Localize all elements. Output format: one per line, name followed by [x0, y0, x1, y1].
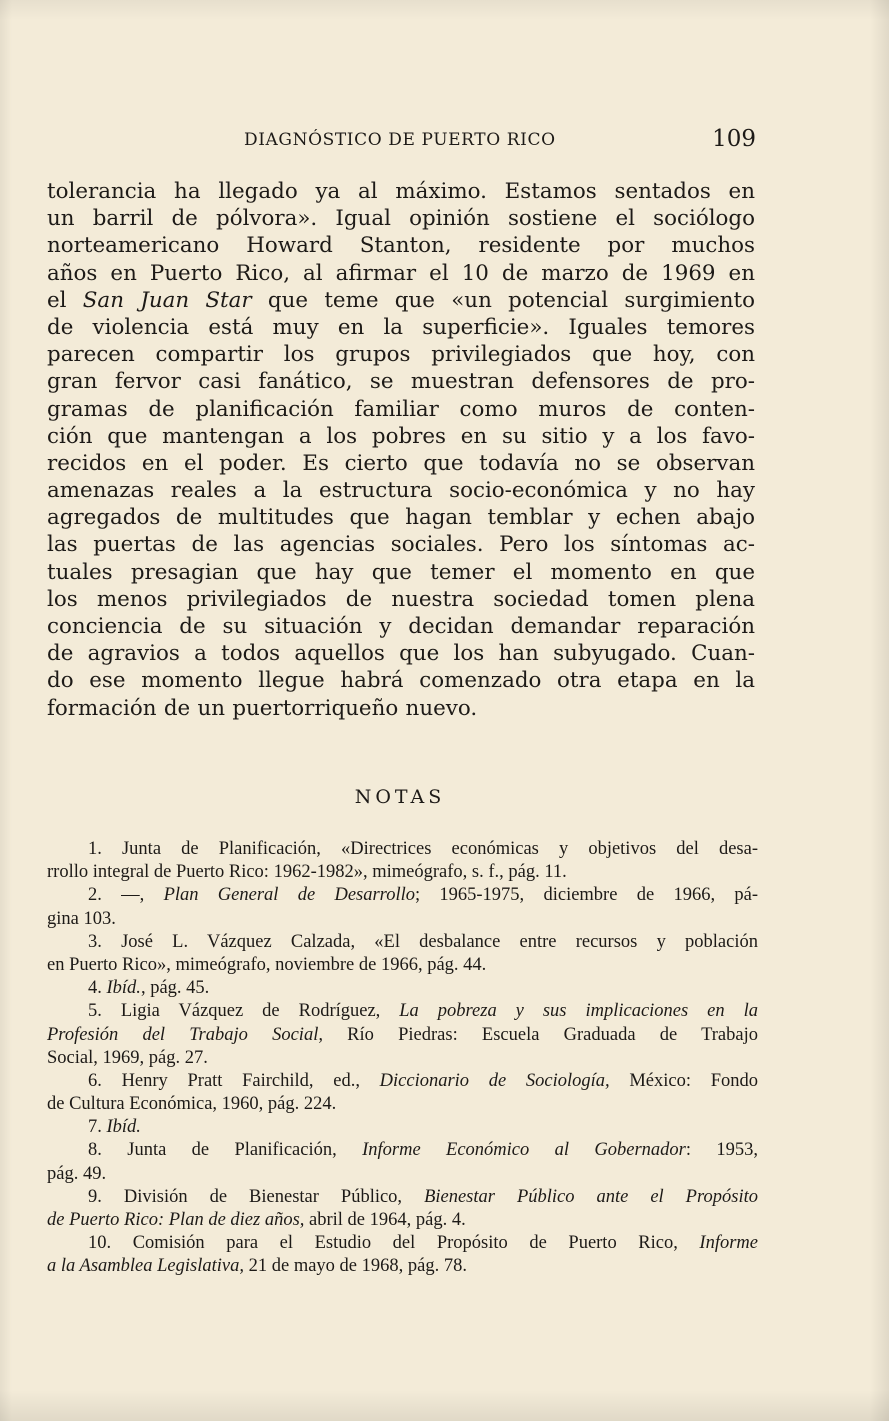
note-line: en Puerto Rico», mimeógrafo, noviembre de 1966, pág. 44. — [47, 954, 487, 975]
note-line: 4. Ibíd., pág. 45. — [88, 978, 210, 999]
body-line: do ese momento llegue habrá comenzado otra etapa en la — [47, 668, 755, 694]
note-line: 2. —, Plan General de Desarrollo; 1965-1975, diciembre de 1966, pá- — [88, 885, 758, 906]
body-line: gran fervor casi fanático, se muestran defensores de pro- — [47, 369, 755, 395]
note-line: Social, 1969, pág. 27. — [47, 1047, 208, 1068]
running-head — [244, 126, 756, 156]
note-line: 3. José L. Vázquez Calzada, «El desbalance entre recursos y población — [88, 931, 758, 952]
body-line: amenazas reales a la estructura socio-económica y no hay — [47, 478, 755, 504]
note-line: 1. Junta de Planificación, «Directrices económicas y objetivos del desa- — [88, 839, 758, 859]
body-line: recidos en el poder. Es cierto que todavía no se observan — [47, 450, 755, 476]
body-line: norteamericano Howard Stanton, residente por muchos — [47, 233, 755, 259]
body-line: las puertas de las agencias sociales. Pero los síntomas ac- — [47, 532, 755, 558]
note-line: de Puerto Rico: Plan de diez años, abril de 1964, pág. 4. — [47, 1210, 466, 1230]
note-line: rrollo integral de Puerto Rico: 1962-1982», mimeógrafo, s. f., pág. 11. — [47, 862, 567, 883]
page-number: 109 — [712, 126, 756, 152]
body-line: de violencia está muy en la superficie». Iguales temores — [47, 314, 755, 340]
body-line: gramas de planificación familiar como muros de conten- — [47, 396, 755, 422]
note-line: a la Asamblea Legislativa, 21 de mayo de 1968, pág. 78. — [47, 1256, 467, 1277]
body-line: un barril de pólvora». Igual opinión sostiene el sociólogo — [47, 206, 755, 232]
body-line: conciencia de su situación y decidan demandar reparación — [47, 614, 755, 639]
body-line: tuales presagian que hay que temer el momento en que — [47, 559, 755, 585]
note-line: 7. Ibíd. — [88, 1117, 141, 1138]
note-line: pág. 49. — [47, 1163, 107, 1184]
body-line: años en Puerto Rico, al afirmar el 10 de marzo de 1969 en — [47, 260, 755, 286]
note-line: Profesión del Trabajo Social, Río Piedras: Escuela Graduada de Trabajo — [47, 1024, 758, 1045]
body-line: el San Juan Star que teme que «un potencial surgimiento — [47, 287, 755, 313]
body-line: parecen compartir los grupos privilegiados que hoy, con — [47, 342, 755, 368]
note-line: de Cultura Económica, 1960, pág. 224. — [47, 1094, 337, 1115]
body-paragraph — [47, 178, 755, 722]
note-line: gina 103. — [47, 908, 116, 929]
body-line: agregados de multitudes que hagan temblar y echen abajo — [47, 505, 755, 531]
body-line: tolerancia ha llegado ya al máximo. Estamos sentados en — [47, 179, 755, 204]
body-line: de agravios a todos aquellos que los han subyugado. Cuan- — [47, 641, 755, 667]
note-line: 6. Henry Pratt Fairchild, ed., Diccionario de Sociología, México: Fondo — [88, 1070, 758, 1091]
note-line: 9. División de Bienestar Público, Bienestar Público ante el Propósito — [88, 1186, 758, 1207]
body-line: ción que mantengan a los pobres en su sitio y a los favo- — [47, 423, 755, 449]
body-line: formación de un puertorriqueño nuevo. — [47, 695, 478, 721]
body-line: los menos privilegiados de nuestra sociedad tomen plena — [47, 586, 755, 612]
note-line: 5. Ligia Vázquez de Rodríguez, La pobreza y sus implicaciones en la — [88, 1001, 758, 1022]
note-line: 8. Junta de Planificación, Informe Económico al Gobernador: 1953, — [88, 1140, 758, 1161]
running-title: DIAGNÓSTICO DE PUERTO RICO — [244, 130, 556, 150]
note-line: 10. Comisión para el Estudio del Propósito de Puerto Rico, Informe — [88, 1233, 758, 1254]
notes-heading: NOTAS — [354, 786, 446, 808]
notes-list — [47, 838, 758, 1279]
